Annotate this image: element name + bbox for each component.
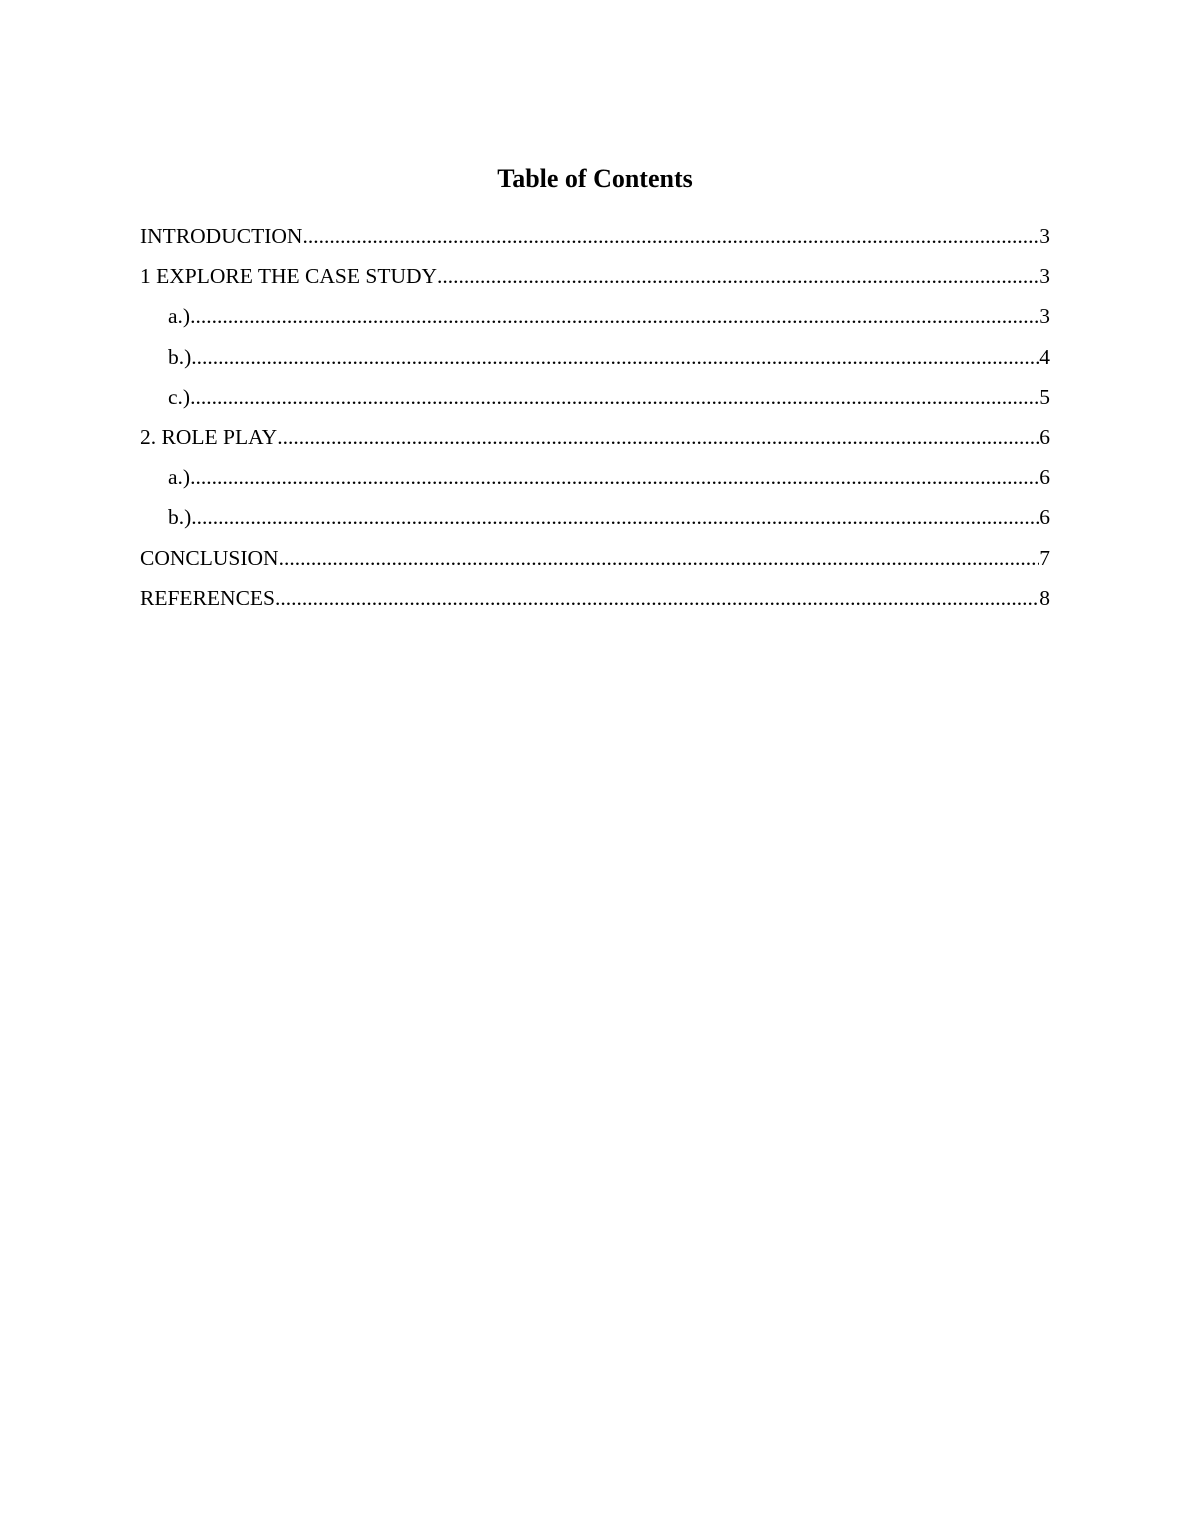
toc-entry[interactable] <box>140 302 1050 342</box>
toc-entry[interactable] <box>140 584 1050 624</box>
toc-page-number: 5 <box>1039 384 1050 409</box>
toc-page-number: 3 <box>1039 264 1050 289</box>
toc-dot-leader <box>191 343 1039 371</box>
toc-entry-label[interactable]: a.) <box>168 304 191 329</box>
toc-entry[interactable] <box>140 343 1050 383</box>
toc-entry-label[interactable]: 2. ROLE PLAY <box>140 424 278 449</box>
toc-entry[interactable] <box>140 463 1050 503</box>
toc-entry-label[interactable]: c.) <box>168 384 191 409</box>
toc-dot-leader <box>277 423 1039 451</box>
toc-page-number: 3 <box>1039 224 1050 248</box>
toc-dot-leader <box>437 262 1039 290</box>
toc-dot-leader <box>190 383 1039 411</box>
toc-page-number: 6 <box>1039 424 1050 449</box>
toc-page-number: 6 <box>1039 465 1050 490</box>
toc-dot-leader <box>275 584 1039 612</box>
toc-dot-leader <box>302 222 1039 250</box>
toc-page-number: 7 <box>1039 545 1050 570</box>
toc-entry-label[interactable]: b.) <box>168 505 192 530</box>
toc-entry-label[interactable]: a.) <box>168 465 191 490</box>
toc-dot-leader <box>190 302 1039 330</box>
toc-title: Table of Contents <box>497 164 693 193</box>
toc-entry[interactable] <box>140 544 1050 584</box>
toc-entry[interactable] <box>140 503 1050 543</box>
toc-list <box>140 222 1050 624</box>
toc-entry-label[interactable]: INTRODUCTION <box>140 224 303 248</box>
toc-entry[interactable] <box>140 383 1050 423</box>
toc-entry[interactable] <box>140 423 1050 463</box>
toc-page-number: 6 <box>1039 505 1050 530</box>
toc-entry-label[interactable]: CONCLUSION <box>140 545 279 570</box>
toc-entry-label[interactable]: 1 EXPLORE THE CASE STUDY <box>140 264 438 289</box>
toc-page-number: 4 <box>1039 344 1050 369</box>
toc-dot-leader <box>279 544 1040 572</box>
toc-entry-label[interactable]: b.) <box>168 344 192 369</box>
toc-entry[interactable] <box>140 262 1050 302</box>
toc-page-number: 8 <box>1039 585 1050 610</box>
toc-dot-leader <box>190 463 1039 491</box>
toc-page-number: 3 <box>1039 304 1050 329</box>
toc-entry-label[interactable]: REFERENCES <box>140 585 275 610</box>
toc-entry[interactable] <box>140 222 1050 262</box>
toc-dot-leader <box>191 503 1039 531</box>
